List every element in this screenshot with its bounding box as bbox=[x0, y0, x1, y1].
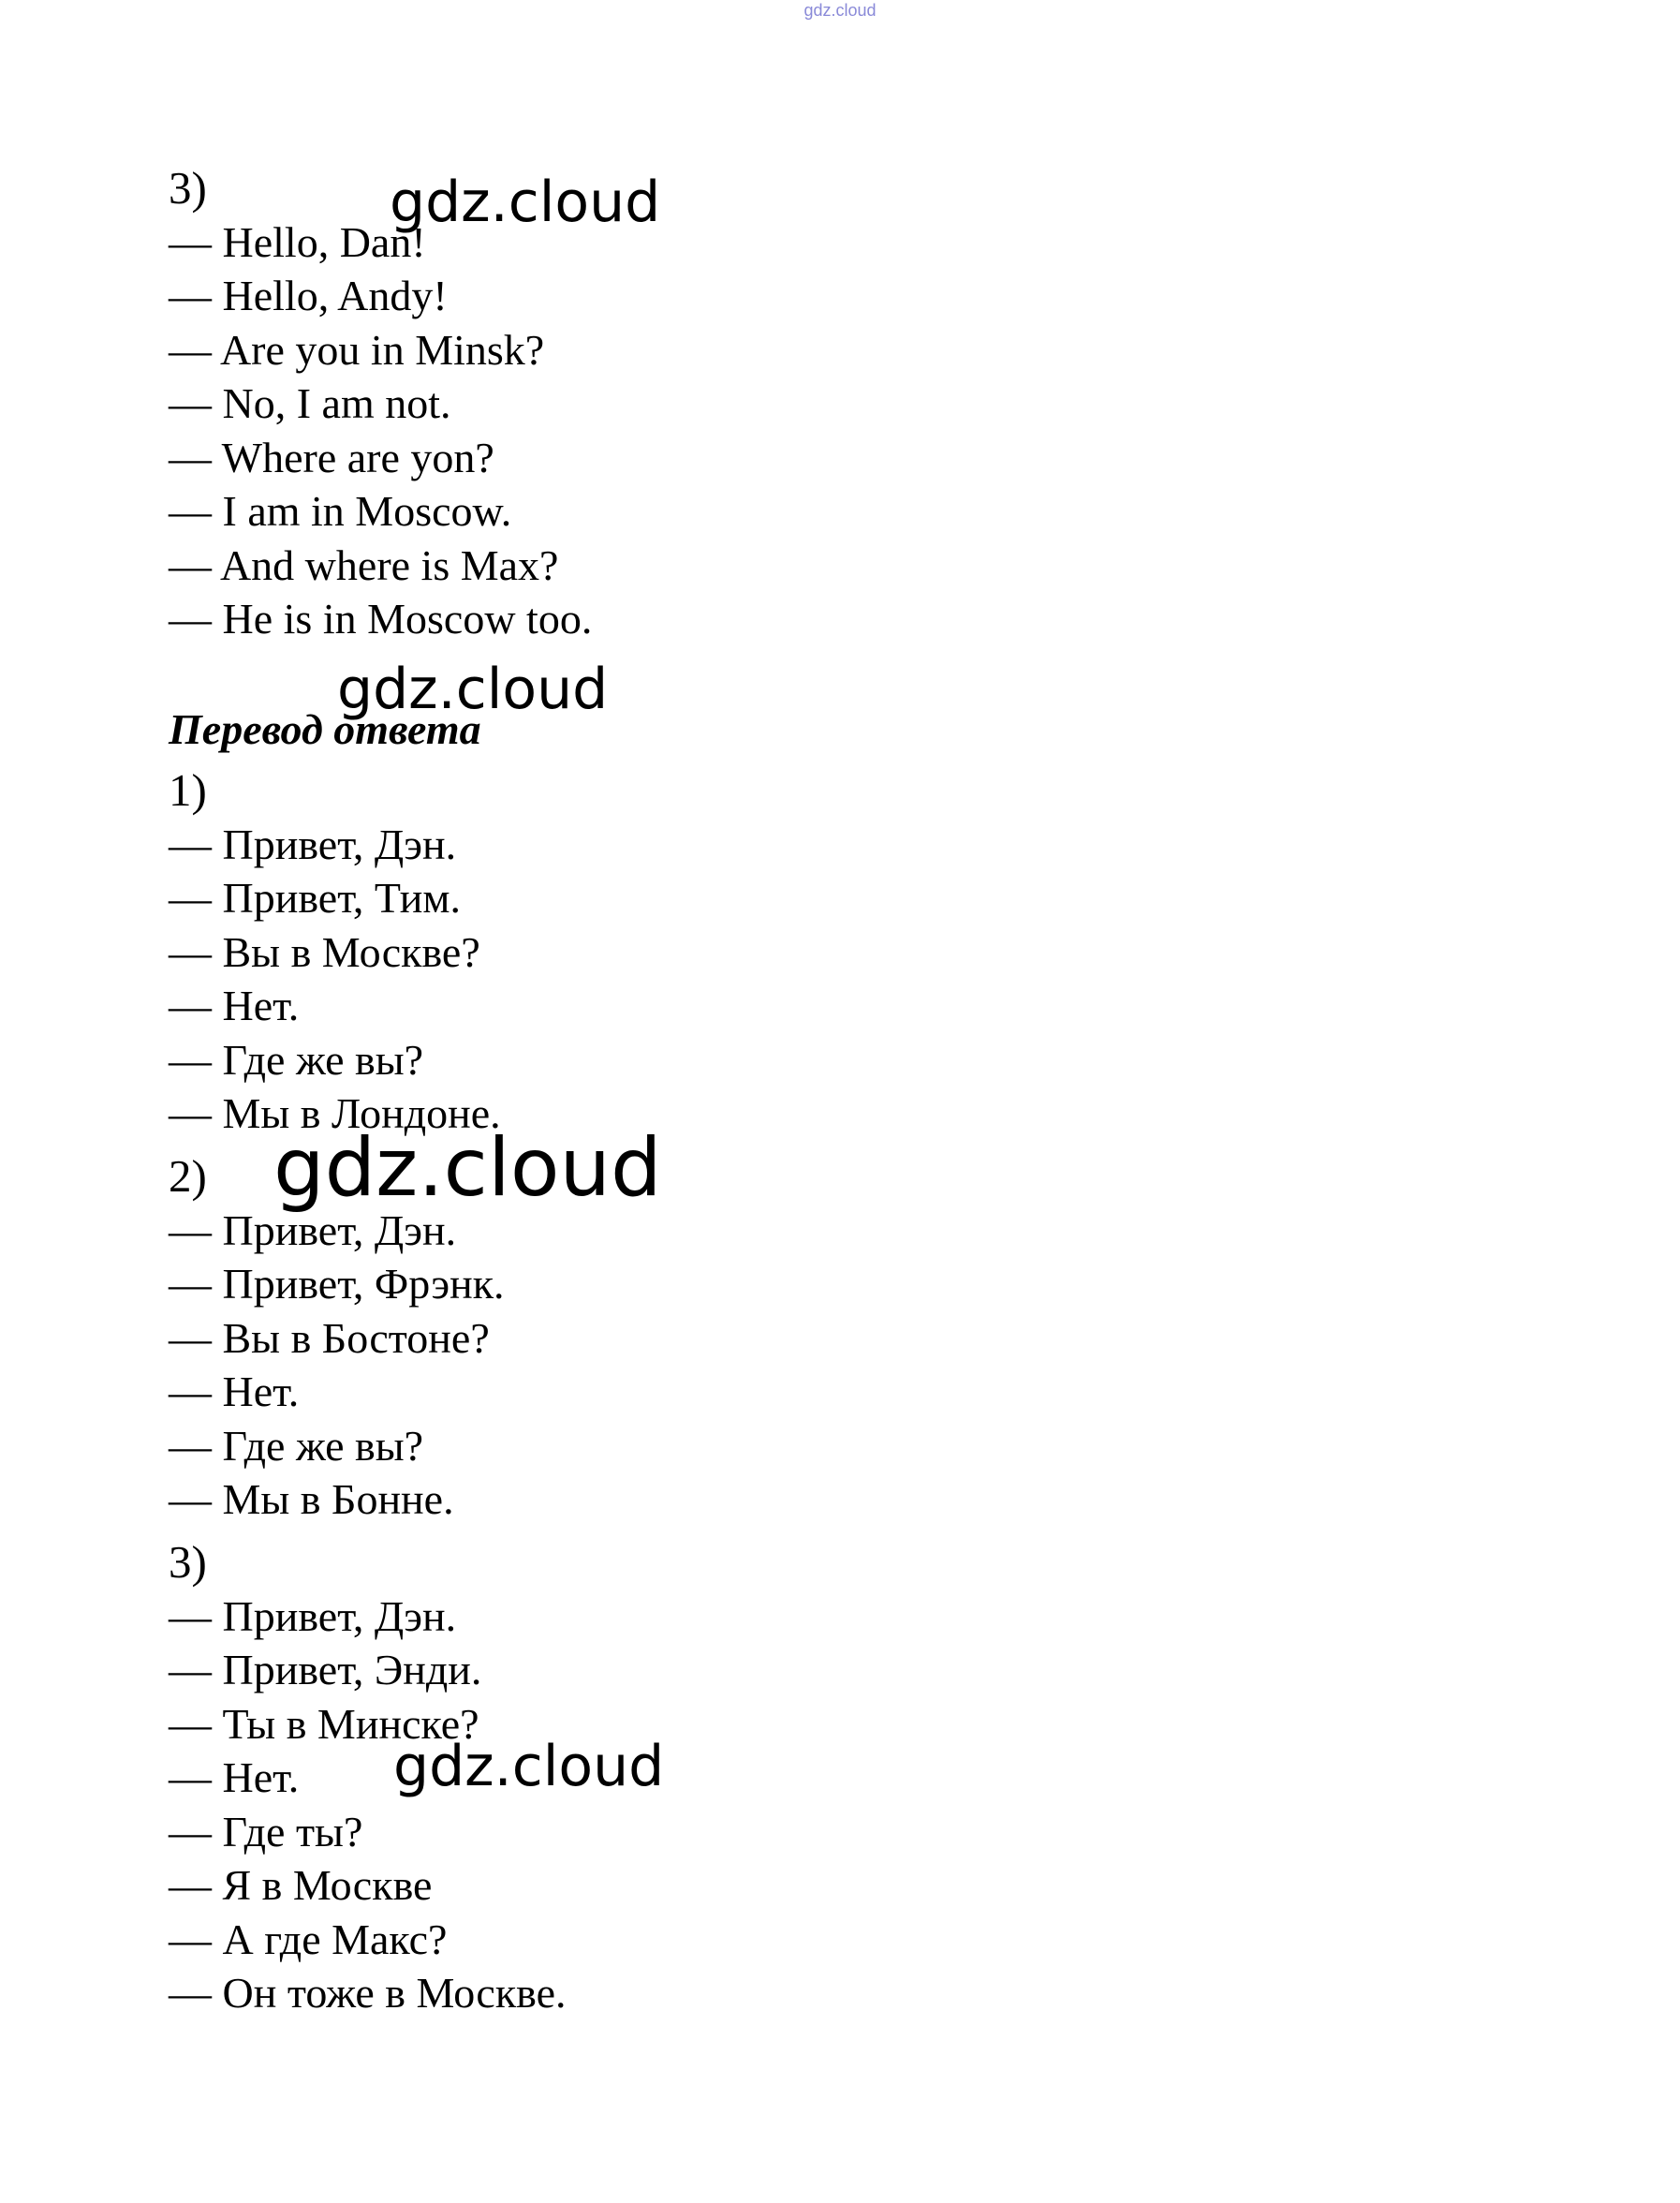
dialogue-line: — Hello, Dan! bbox=[169, 217, 426, 266]
dialogue-line: — Привет, Фрэнк. bbox=[169, 1260, 505, 1308]
dialogue-line: — Вы в Бостоне? bbox=[169, 1313, 490, 1362]
dialogue-line: — Hello, Andy! bbox=[169, 272, 448, 319]
dialogue-line: — Нет. bbox=[169, 1753, 300, 1801]
dialogue-line: — He is in Moscow too. bbox=[169, 595, 593, 643]
dialogue-line: — Мы в Бонне. bbox=[169, 1475, 454, 1523]
dialogue-line: — Где же вы? bbox=[169, 1421, 424, 1470]
dialogue-line: — Are you in Minsk? bbox=[169, 325, 545, 374]
watermark-text: gdz.cloud bbox=[390, 170, 661, 235]
dialogue-line: — Мы в Лондоне. bbox=[169, 1089, 501, 1137]
dialogue-number: 3) bbox=[169, 162, 207, 214]
dialogue-number: 2) bbox=[169, 1150, 207, 1202]
dialogue-number: 3) bbox=[169, 1536, 207, 1588]
dialogue-line: — Привет, Дэн. bbox=[169, 1591, 457, 1640]
dialogue-line: — I am in Moscow. bbox=[169, 487, 512, 535]
dialogue-line: — Где же вы? bbox=[169, 1035, 424, 1084]
header-watermark: gdz.cloud bbox=[803, 1, 877, 20]
watermark-text: gdz.cloud bbox=[393, 1734, 665, 1799]
dialogue-line: — No, I am not. bbox=[169, 379, 451, 427]
translation-heading: Перевод ответа bbox=[169, 705, 481, 753]
dialogue-number: 1) bbox=[169, 764, 207, 816]
dialogue-line: — Нет. bbox=[169, 1368, 300, 1415]
dialogue-line: — Нет. bbox=[169, 982, 300, 1029]
watermark-text: gdz.cloud bbox=[273, 1121, 662, 1215]
dialogue-line: — Привет, Тим. bbox=[169, 874, 462, 922]
dialogue-line: — Я в Москве bbox=[169, 1861, 433, 1909]
dialogue-line: — Where are yon? bbox=[169, 433, 494, 481]
dialogue-line: — А где Макс? bbox=[169, 1915, 448, 1963]
dialogue-line: — Вы в Москве? bbox=[169, 927, 480, 976]
dialogue-line: — Он тоже в Москве. bbox=[169, 1969, 567, 2017]
dialogue-line: — Привет, Дэн. bbox=[169, 820, 457, 868]
dialogue-line: — Привет, Энди. bbox=[169, 1646, 482, 1693]
watermark-text: gdz.cloud bbox=[337, 657, 609, 722]
dialogue-line: — Привет, Дэн. bbox=[169, 1205, 457, 1254]
dialogue-line: — And where is Max? bbox=[169, 540, 559, 589]
dialogue-line: — Где ты? bbox=[169, 1807, 363, 1856]
translation-part-1 bbox=[169, 763, 501, 1141]
dialogue-line: — Ты в Минске? bbox=[169, 1699, 479, 1748]
